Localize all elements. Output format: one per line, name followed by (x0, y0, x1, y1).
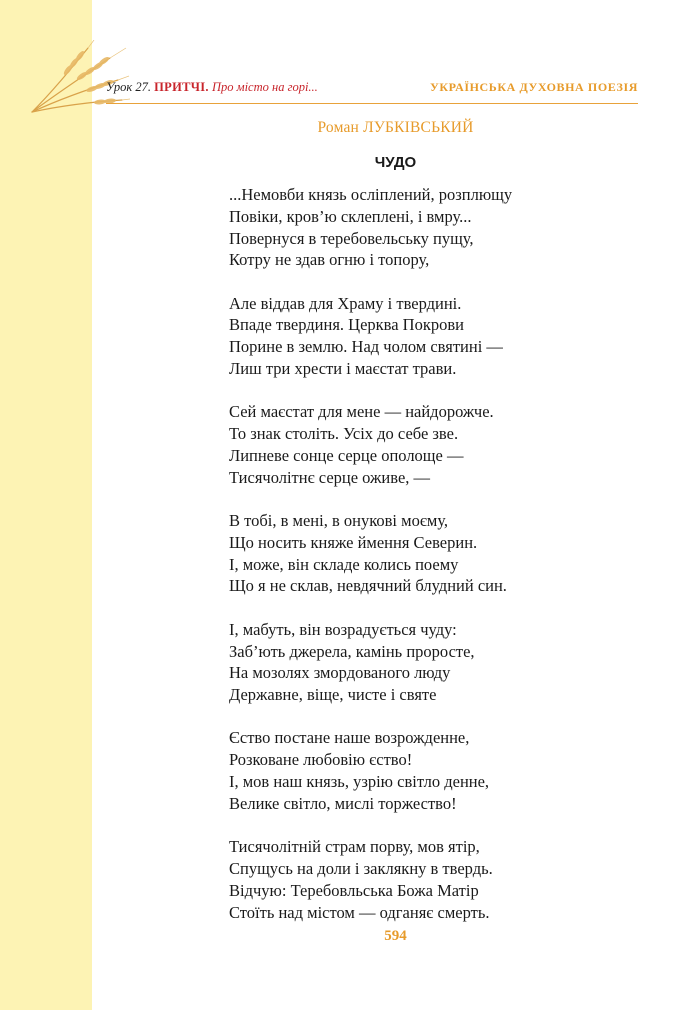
poem-line: Липневе сонце серце ополоще — (229, 445, 464, 465)
stanza (229, 401, 669, 488)
poem-line: Заб’ють джерела, камінь проросте, (229, 641, 475, 661)
poem-line: Впаде твердиня. Церква Покрови (229, 315, 464, 335)
poem-line: В тобі, в мені, в онукові моєму, (229, 511, 449, 531)
poem-line: І, може, він складе колись поему (229, 554, 459, 574)
poem-line: Що я не склав, невдячний блудний син. (229, 576, 507, 596)
poem-line: Котру не здав огню і топору, (229, 250, 430, 270)
poem-line: Велике світло, мислі торжество! (229, 793, 457, 813)
stanza (229, 293, 669, 380)
poem-line: І, мабуть, він возрадується чуду: (229, 619, 457, 639)
poem-line: Повіки, кров’ю склеплені, і вмру... (229, 206, 472, 226)
header-lesson: Урок 27. (106, 80, 152, 94)
header-subtitle: Про місто на горі... (211, 80, 318, 94)
stanza (229, 619, 669, 706)
poem-line: На мозолях змордованого люду (229, 663, 451, 683)
poem-line: Сей маєстат для мене — найдорожче. (229, 402, 494, 422)
poem-line: Стоїть над містом — одганяє смерть. (229, 902, 490, 922)
poem-line: Розковане любовію єство! (229, 750, 413, 770)
poem-line: Відчую: Теребовльська Божа Матір (229, 880, 479, 900)
header-book-section: УКРАЇНСЬКА ДУХОВНА ПОЕЗІЯ (429, 80, 638, 94)
stanza (229, 510, 669, 597)
poem-title: ЧУДО (374, 154, 417, 171)
poem-line: Спущусь на доли і заклякну в твердь. (229, 858, 493, 878)
margin-strip (0, 0, 92, 1010)
poem-line: Тисячолітнє серце оживе, — (229, 467, 431, 487)
page-number: 594 (384, 928, 407, 944)
header-lesson-info (106, 80, 318, 95)
poem-line: Лиш три хрести і маєстат трави. (229, 359, 457, 379)
poem-line: Що носить княже ймення Северин. (229, 532, 478, 552)
poem-line: Єство постане наше возрожденне, (229, 728, 470, 748)
stanza (229, 836, 669, 923)
stanza (229, 184, 669, 271)
poem-line: Але віддав для Храму і твердині. (229, 293, 462, 313)
poem-author: Роман ЛУБКІВСЬКИЙ (317, 119, 474, 136)
stanza (229, 727, 669, 814)
header-divider (106, 103, 638, 104)
poem-line: Повернуся в теребовельську пущу, (229, 228, 474, 248)
poem-body (229, 184, 669, 945)
page-header (106, 80, 638, 102)
poem-line: ...Немовби князь осліплений, розплющу (229, 185, 513, 204)
poem-line: Порине в землю. Над чолом святині — (229, 337, 503, 357)
poem-line: Державне, віще, чисте і святе (229, 685, 437, 705)
poem-line: То знак століть. Усіх до себе зве. (229, 424, 459, 444)
header-section: ПРИТЧІ. (154, 80, 209, 94)
poem-line: І, мов наш князь, узрію світло денне, (229, 772, 490, 792)
poem-line: Тисячолітній страм порву, мов ятір, (229, 837, 480, 857)
